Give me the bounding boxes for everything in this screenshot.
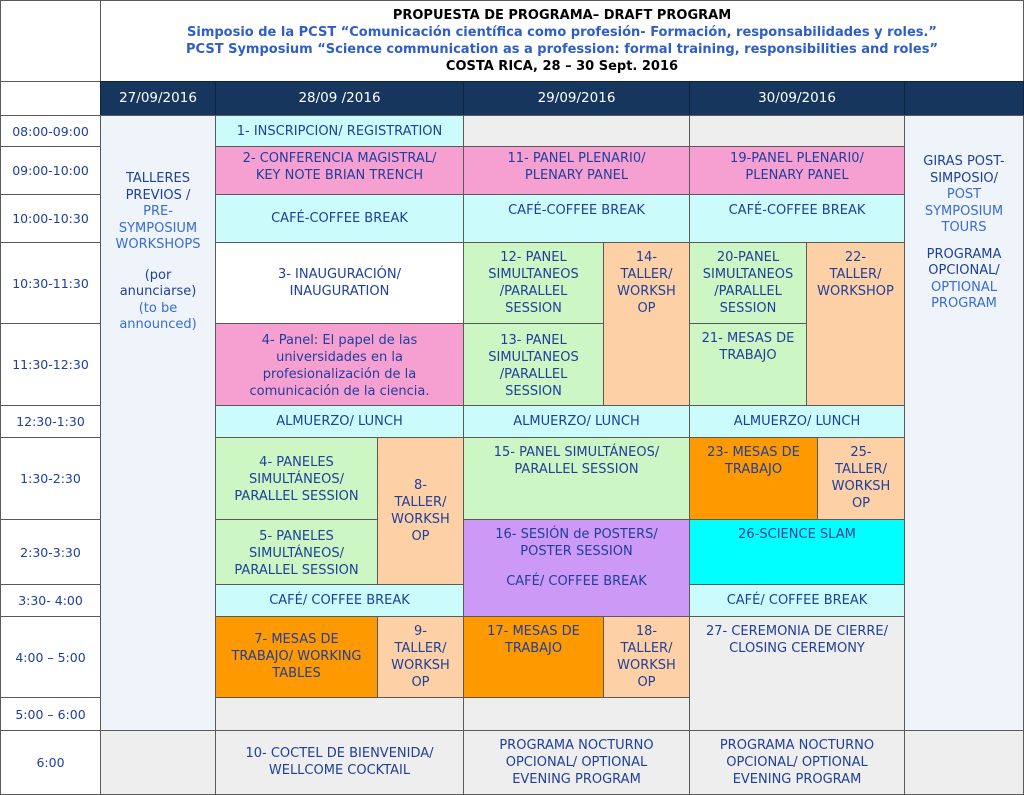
session-22-workshop [806, 242, 905, 406]
session-text: /PARALLEL [714, 284, 782, 299]
date-header-4: 30/09/2016 [689, 81, 905, 116]
session-text: TALLER/ [394, 495, 447, 510]
session-text: OP [851, 496, 871, 511]
session-text: 22- [844, 250, 867, 265]
tours-line: GIRAS POST- [923, 154, 1005, 169]
session-text: PLENARY PANEL [524, 168, 629, 183]
coffee-break [215, 584, 464, 617]
tours-line: SIMPOSIO/ [929, 170, 999, 186]
session-text: 9- [414, 624, 427, 639]
time-slot: 2:30-3:30 [0, 519, 101, 585]
session-text: PROGRAMA NOCTURNO [499, 738, 654, 753]
session-text: TALLER/ [620, 267, 673, 282]
session-5-parallel [215, 519, 378, 585]
session-text: 12- PANEL [500, 250, 567, 265]
workshops-line: announced) [119, 317, 197, 332]
session-21-working-tables [689, 323, 807, 406]
workshops-line: SYMPOSIUM [118, 220, 198, 236]
time-slot: 4:00 – 5:00 [0, 616, 101, 698]
time-slot: 1:30-2:30 [0, 437, 101, 520]
session-text: 11- PANEL PLENARI0/ [507, 151, 646, 166]
empty-cell [463, 697, 690, 731]
tours-line: SYMPOSIUM [924, 203, 1004, 219]
session-text: 19-PANEL PLENARI0/ [730, 151, 864, 166]
session-13-parallel [463, 323, 604, 406]
session-text: PROGRAMA NOCTURNO [719, 738, 875, 753]
session-text: TALLER/ [620, 641, 673, 656]
time-slot: 10:00-10:30 [0, 194, 101, 243]
session-text: OP [411, 675, 430, 690]
session-text: TALLER/ [835, 462, 887, 477]
coffee-break [215, 194, 464, 243]
session-20-parallel [689, 242, 807, 324]
evening-program [463, 730, 690, 795]
session-text: 23- MESAS DE [707, 445, 800, 460]
session-23-working-tables [689, 437, 818, 520]
session-text: OP [637, 675, 656, 690]
session-text: POSTER SESSION [520, 544, 633, 559]
session-text: PLENARY PANEL [745, 168, 849, 183]
session-text: ALMUERZO/ LUNCH [513, 414, 640, 429]
workshops-line: (por [144, 267, 172, 283]
pre-symposium-workshops [100, 115, 216, 731]
session-text: 27- CEREMONIA DE CIERRE/ [705, 624, 889, 639]
session-text: 20-PANEL [716, 250, 780, 265]
empty-cell [689, 115, 905, 147]
session-text: 26-SCIENCE SLAM [738, 527, 856, 542]
time-slot: 10:30-11:30 [0, 242, 101, 324]
session-text: TRABAJO/ WORKING [231, 649, 362, 664]
session-17-working-tables [463, 616, 604, 698]
session-18-workshop [603, 616, 690, 698]
session-text: 4- PANELES [259, 455, 334, 470]
session-4-panel [215, 323, 464, 406]
session-2-keynote [215, 146, 464, 195]
session-8-workshop [377, 437, 464, 585]
workshops-line: TALLERES [125, 171, 191, 186]
workshops-line: anunciarse) [119, 284, 197, 299]
session-4-parallel [215, 437, 378, 520]
session-25-workshop [817, 437, 905, 520]
session-text: OPCIONAL/ OPTIONAL [505, 755, 648, 770]
session-text: SESSION [505, 301, 562, 316]
session-text: TALLER/ [394, 641, 447, 656]
coffee-break [689, 584, 905, 617]
empty-cell [100, 730, 216, 795]
session-text: WORKSHOP [817, 284, 894, 299]
session-text: 18- [635, 624, 658, 639]
evening-program [689, 730, 905, 795]
title-line-4: COSTA RICA, 28 – 30 Sept. 2016 [445, 59, 679, 74]
date-header-3: 29/09/2016 [463, 81, 690, 116]
session-text: SIMULTÁNEOS/ [249, 472, 344, 487]
session-text: SIMULTANEOS [488, 350, 579, 365]
corner-cell [0, 0, 101, 82]
session-text: /PARALLEL [499, 284, 568, 299]
time-slot: 6:00 [0, 730, 101, 795]
session-text: SESSION [719, 301, 777, 316]
session-text: WORKSH [617, 284, 676, 299]
session-text: /PARALLEL [499, 367, 568, 382]
time-slot: 11:30-12:30 [0, 323, 101, 406]
session-text: 7- MESAS DE [254, 632, 339, 647]
session-text: 25- [850, 445, 872, 460]
session-text: profesionalización de la [262, 367, 417, 382]
session-text: 5- PANELES [259, 529, 334, 544]
session-text: TRABAJO [724, 462, 783, 477]
tours-line: OPTIONAL [931, 279, 997, 295]
session-text: 21- MESAS DE [701, 331, 795, 346]
title-line-2: Simposio de la PCST “Comunicación científica como profesión- Formación, responsabilidades y roles.” [187, 25, 937, 40]
session-text: CAFÉ/ COFFEE BREAK [726, 593, 868, 608]
session-text: TALLER/ [829, 267, 882, 282]
program-title [100, 0, 1024, 82]
session-text: WELLCOME COCKTAIL [268, 763, 411, 778]
session-text: 14- [635, 250, 658, 265]
session-text: TRABAJO [719, 348, 777, 363]
session-text: CLOSING CEREMONY [729, 641, 865, 656]
header-corner [0, 81, 101, 116]
session-text: OP [637, 301, 656, 316]
title-line-1: PROPUESTA DE PROGRAMA– DRAFT PROGRAM [392, 8, 732, 23]
session-text: WORKSH [391, 512, 450, 527]
tours-line: POST [946, 187, 982, 202]
session-text: TRABAJO [504, 641, 563, 656]
session-text: WORKSH [617, 658, 676, 673]
session-text: universidades en la [276, 350, 403, 365]
session-text: 17- MESAS DE [487, 624, 580, 639]
session-text: 2- CONFERENCIA MAGISTRAL/ [242, 151, 437, 166]
session-7-working-tables [215, 616, 378, 698]
session-10-cocktail [215, 730, 464, 795]
session-text: 1- INSCRIPCION/ REGISTRATION [236, 123, 443, 139]
time-slot: 09:00-10:00 [0, 146, 101, 195]
session-text: comunicación de la ciencia. [249, 384, 430, 399]
date-header-2: 28/09 /2016 [215, 81, 464, 116]
date-header-1: 27/09/2016 [100, 81, 216, 116]
session-text: INAUGURATION [289, 284, 390, 299]
session-text: WORKSH [831, 479, 891, 494]
session-text: ALMUERZO/ LUNCH [733, 414, 861, 429]
session-text: 10- COCTEL DE BIENVENIDA/ [245, 746, 434, 761]
session-11-plenary [463, 146, 690, 195]
session-text: PARALLEL SESSION [514, 462, 639, 477]
session-15-parallel [463, 437, 690, 520]
session-text: PARALLEL SESSION [234, 563, 359, 578]
session-3-inauguration [215, 242, 464, 324]
session-text: KEY NOTE BRIAN TRENCH [255, 168, 424, 183]
header-blank [904, 81, 1024, 116]
tours-line: OPCIONAL/ [928, 263, 1000, 278]
session-text: OP [411, 529, 430, 544]
session-text: 16- SESIÓN de POSTERS/ [495, 527, 658, 542]
session-text: 3- INAUGURACIÓN/ [277, 267, 402, 282]
coffee-break [463, 194, 690, 243]
workshops-line: PREVIOS / [125, 187, 191, 203]
time-slot: 3:30- 4:00 [0, 584, 101, 617]
tours-line: TOURS [941, 220, 987, 235]
session-text: CAFÉ/ COFFEE BREAK [506, 574, 647, 589]
session-text: SIMULTANEOS [488, 267, 579, 282]
session-19-plenary [689, 146, 905, 195]
coffee-break [689, 194, 905, 243]
tours-line: PROGRAMA [926, 246, 1002, 262]
session-text: 8- [414, 478, 427, 493]
session-text: PARALLEL SESSION [234, 489, 359, 504]
session-1-registration [215, 115, 464, 147]
title-line-3: PCST Symposium “Science communication as a profession: formal training, responsibilities and roles” [186, 42, 938, 57]
session-text: EVENING PROGRAM [512, 772, 641, 787]
session-text: ALMUERZO/ LUNCH [276, 414, 403, 429]
session-16-posters [463, 519, 690, 617]
session-9-workshop [377, 616, 464, 698]
session-text: CAFÉ/ COFFEE BREAK [269, 593, 410, 608]
lunch [689, 405, 905, 438]
empty-cell [463, 115, 690, 147]
session-text: TABLES [272, 666, 321, 681]
empty-cell [215, 697, 464, 731]
lunch [463, 405, 690, 438]
session-text: 13- PANEL [500, 333, 567, 348]
session-text: CAFÉ-COFFEE BREAK [271, 211, 408, 226]
empty-cell [904, 730, 1024, 795]
session-text: CAFÉ-COFFEE BREAK [508, 203, 645, 218]
time-slot: 5:00 – 6:00 [0, 697, 101, 731]
session-text: CAFÉ-COFFEE BREAK [728, 203, 866, 218]
post-symposium-tours [904, 115, 1024, 731]
workshops-line: (to be [138, 300, 178, 316]
session-text: SIMULTÁNEOS/ [249, 546, 344, 561]
session-text: 15- PANEL SIMULTÁNEOS/ [493, 445, 660, 460]
session-27-closing-ceremony [689, 616, 905, 731]
workshops-line: PRE- [143, 204, 173, 219]
session-text: OPCIONAL/ OPTIONAL [726, 755, 868, 770]
tours-line: PROGRAM [931, 296, 997, 311]
time-slot: 08:00-09:00 [0, 115, 101, 147]
session-text: SESSION [505, 384, 562, 399]
time-slot: 12:30-1:30 [0, 405, 101, 438]
session-text: SIMULTANEOS [702, 267, 794, 282]
session-text: 4- Panel: El papel de las [261, 333, 418, 348]
workshops-line: WORKSHOPS [115, 237, 201, 252]
session-text: WORKSH [391, 658, 450, 673]
session-26-science-slam [689, 519, 905, 585]
session-12-parallel [463, 242, 604, 324]
session-14-workshop [603, 242, 690, 406]
lunch [215, 405, 464, 438]
session-text: EVENING PROGRAM [732, 772, 862, 787]
